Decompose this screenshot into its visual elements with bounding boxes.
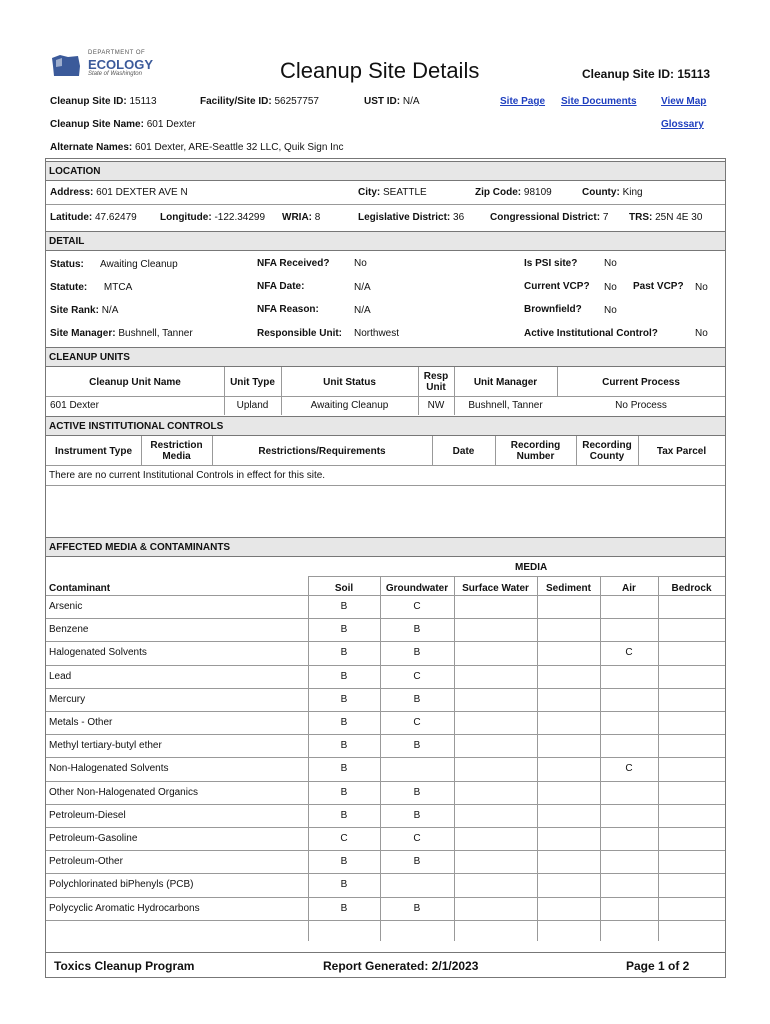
zip-field: Zip Code: 98109 — [475, 187, 552, 198]
media-cell: B — [340, 856, 348, 868]
cu-header-resp: Resp Unit — [423, 371, 449, 393]
affected-media-heading: AFFECTED MEDIA & CONTAMINANTS — [46, 537, 725, 557]
media-cell: B — [340, 624, 348, 636]
media-cell: C — [340, 833, 348, 844]
washington-map-icon — [50, 52, 82, 80]
media-cell: B — [413, 693, 421, 705]
media-cell: B — [340, 879, 348, 891]
media-cell: B — [340, 717, 348, 728]
ic-header-recording-number: Recording Number — [510, 440, 561, 462]
glossary-link[interactable]: Glossary — [661, 119, 704, 130]
psi-value: No — [604, 258, 617, 269]
contaminant-name: Polycyclic Aromatic Hydrocarbons — [49, 902, 200, 914]
ecology-logo — [50, 50, 154, 82]
site-documents-link[interactable]: Site Documents — [561, 96, 637, 107]
media-col-groundwater: Groundwater — [385, 583, 449, 594]
media-cell: B — [413, 647, 421, 659]
contaminant-name: Other Non-Halogenated Organics — [49, 786, 198, 798]
location-heading: LOCATION — [46, 161, 725, 181]
media-cell: C — [625, 763, 633, 775]
contaminant-name: Polychlorinated biPhenyls (PCB) — [49, 879, 194, 891]
media-cell: B — [340, 763, 348, 775]
statute-field: Statute: MTCA — [50, 282, 133, 293]
ust-id-field: UST ID: N/A — [364, 96, 420, 107]
address-field: Address: 601 DEXTER AVE N — [50, 187, 188, 198]
contaminant-name: Methyl tertiary-butyl ether — [49, 740, 162, 752]
contaminant-name: Mercury — [49, 693, 86, 705]
facility-id-field: Facility/Site ID: 56257757 — [200, 96, 319, 107]
site-page-link[interactable]: Site Page — [500, 96, 546, 107]
contaminant-header: Contaminant — [49, 583, 111, 594]
cu-row-manager: Bushnell, Tanner — [468, 400, 543, 411]
logo-dept-text: DEPARTMENT OF — [88, 50, 146, 56]
brownfield-label: Brownfield? — [524, 304, 582, 315]
media-cell: B — [413, 786, 421, 798]
cleanup-site-id-field: Cleanup Site ID: 15113 — [50, 96, 157, 107]
ic-header-date: Date — [452, 446, 475, 457]
detail-heading: DETAIL — [46, 231, 725, 251]
cleanup-units-heading: CLEANUP UNITS — [46, 347, 725, 367]
media-cell: B — [340, 647, 348, 659]
media-cell: B — [413, 740, 421, 752]
media-cell: B — [413, 809, 421, 821]
psi-label: Is PSI site? — [524, 258, 578, 269]
ic-header-restrictions: Restrictions/Requirements — [258, 446, 386, 457]
page-title: Cleanup Site Details — [280, 58, 480, 83]
nfa-received-value: No — [354, 258, 367, 269]
header-site-id: Cleanup Site ID: 15113 — [582, 67, 711, 81]
footer-report-date: Report Generated: 2/1/2023 — [323, 959, 479, 973]
congressional-district-field: Congressional District: 7 — [490, 212, 609, 223]
ic-header-recording-county: Recording County — [582, 440, 632, 462]
county-field: County: King — [582, 187, 643, 198]
contaminant-name: Non-Halogenated Solvents — [49, 763, 169, 775]
media-cell: B — [340, 902, 348, 914]
media-cell: B — [413, 902, 421, 914]
view-map-link[interactable]: View Map — [661, 96, 707, 107]
wria-field: WRIA: 8 — [282, 212, 321, 223]
media-col-soil: Soil — [334, 583, 354, 594]
institutional-controls-heading: ACTIVE INSTITUTIONAL CONTROLS — [46, 416, 725, 436]
contaminant-name: Benzene — [49, 624, 89, 636]
contaminant-name: Lead — [49, 670, 72, 682]
media-cell: B — [413, 624, 421, 636]
media-cell: B — [340, 670, 348, 682]
contaminant-name: Halogenated Solvents — [49, 647, 147, 659]
report-frame — [45, 158, 726, 978]
contaminant-name: Petroleum-Other — [49, 856, 123, 868]
media-cell: B — [340, 809, 348, 821]
ic-header-media: Restriction Media — [150, 440, 203, 462]
site-rank-field: Site Rank: N/A — [50, 305, 119, 316]
aic-label: Active Institutional Control? — [524, 328, 658, 339]
cu-header-manager: Unit Manager — [473, 377, 538, 388]
cu-row-resp: NW — [427, 400, 445, 411]
media-cell: B — [340, 786, 348, 798]
media-cell: C — [413, 670, 421, 682]
past-vcp-value: No — [695, 282, 708, 293]
cu-row-name: 601 Dexter — [50, 400, 99, 411]
city-field: City: SEATTLE — [358, 187, 427, 198]
media-col-surface-water: Surface Water — [462, 583, 529, 594]
contaminant-name: Metals - Other — [49, 717, 113, 728]
media-cell: C — [413, 833, 421, 844]
media-col-air: Air — [622, 583, 636, 594]
footer-program: Toxics Cleanup Program — [54, 959, 195, 973]
site-manager-field: Site Manager: Bushnell, Tanner — [50, 328, 193, 339]
past-vcp-label: Past VCP? — [633, 281, 684, 292]
cu-header-status: Unit Status — [323, 377, 376, 388]
status-field: Status: Awaiting Cleanup — [50, 259, 178, 270]
nfa-date-label: NFA Date: — [257, 281, 305, 292]
ic-header-tax-parcel: Tax Parcel — [656, 446, 707, 457]
cu-row-process: No Process — [615, 400, 667, 411]
contaminant-name: Petroleum-Diesel — [49, 809, 126, 821]
nfa-reason-label: NFA Reason: — [257, 304, 319, 315]
contaminant-name: Petroleum-Gasoline — [49, 833, 138, 844]
current-vcp-label: Current VCP? — [524, 281, 590, 292]
footer-page-number: Page 1 of 2 — [626, 959, 690, 973]
media-cell: B — [340, 693, 348, 705]
cu-row-status: Awaiting Cleanup — [310, 400, 389, 411]
media-cell: B — [340, 601, 348, 612]
contaminant-name: Arsenic — [49, 601, 83, 612]
media-cell: C — [413, 717, 421, 728]
media-col-sediment: Sediment — [545, 583, 591, 594]
nfa-reason-value: N/A — [354, 305, 371, 316]
media-cell: B — [413, 856, 421, 868]
logo-name-text: ECOLOGY — [88, 57, 154, 72]
legislative-district-field: Legislative District: 36 — [358, 212, 465, 223]
cu-header-name: Cleanup Unit Name — [89, 377, 181, 388]
media-col-bedrock: Bedrock — [671, 583, 712, 594]
trs-field: TRS: 25N 4E 30 — [629, 212, 703, 223]
brownfield-value: No — [604, 305, 617, 316]
latitude-field: Latitude: 47.62479 — [50, 212, 137, 223]
media-label: MEDIA — [515, 562, 548, 573]
responsible-unit-label: Responsible Unit: — [257, 328, 343, 339]
cu-header-type: Unit Type — [230, 377, 275, 388]
nfa-received-label: NFA Received? — [257, 258, 330, 269]
alternate-names-field: Alternate Names: 601 Dexter, ARE-Seattle 32 LLC, Quik Sign Inc — [50, 142, 344, 153]
logo-state-text: State of Washington — [88, 71, 142, 77]
aic-value: No — [695, 328, 708, 339]
media-cell: C — [625, 647, 633, 659]
responsible-unit-value: Northwest — [354, 328, 400, 339]
longitude-field: Longitude: -122.34299 — [160, 212, 266, 223]
media-cell: B — [340, 740, 348, 752]
cu-row-type: Upland — [236, 400, 269, 411]
current-vcp-value: No — [604, 282, 617, 293]
media-cell: C — [413, 601, 421, 612]
nfa-date-value: N/A — [354, 282, 371, 293]
site-name-field: Cleanup Site Name: 601 Dexter — [50, 119, 196, 130]
ic-header-instrument: Instrument Type — [54, 446, 133, 457]
cu-header-process: Current Process — [602, 377, 680, 388]
ic-note: There are no current Institutional Controls in effect for this site. — [49, 470, 326, 481]
